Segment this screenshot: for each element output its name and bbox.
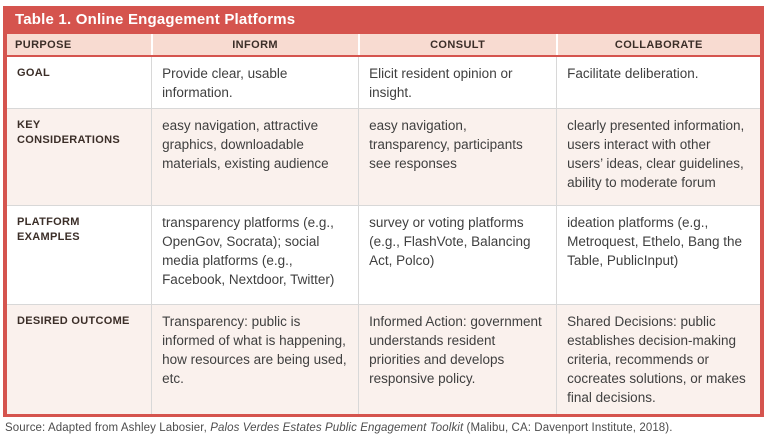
cell-desired-consult: Informed Action: government understands resident priorities and develops responsive policy. bbox=[359, 304, 557, 413]
source-citation bbox=[3, 422, 764, 434]
engagement-table-frame bbox=[3, 6, 764, 417]
row-label-goal: GOAL bbox=[7, 56, 152, 109]
table-row-platform-examples bbox=[7, 205, 760, 304]
column-header-inform: INFORM bbox=[152, 34, 359, 56]
table-row-goal bbox=[7, 56, 760, 109]
cell-goal-collaborate: Facilitate deliberation. bbox=[557, 56, 760, 109]
column-header-consult: CONSULT bbox=[359, 34, 557, 56]
cell-platform-inform: transparency platforms (e.g., OpenGov, Socrata); social media platforms (e.g., Facebook, Nextdoor, Twitter) bbox=[152, 205, 359, 304]
source-suffix: (Malibu, CA: Davenport Institute, 2018). bbox=[463, 421, 673, 434]
row-label-desired-outcome: DESIRED OUTCOME bbox=[7, 304, 152, 413]
table-row-key-considerations bbox=[7, 108, 760, 205]
engagement-table bbox=[7, 34, 760, 414]
table-row-desired-outcome bbox=[7, 304, 760, 413]
cell-platform-collaborate: ideation platforms (e.g., Metroquest, Ethelo, Bang the Table, PublicInput) bbox=[557, 205, 760, 304]
cell-key-collaborate: clearly presented information, users interact with other users’ ideas, clear guidelines, ability to moderate forum bbox=[557, 108, 760, 205]
source-title-italic: Palos Verdes Estates Public Engagement Toolkit bbox=[210, 421, 464, 434]
cell-desired-collaborate: Shared Decisions: public establishes decision-making criteria, recommends or cocreates solutions, or makes final decisions. bbox=[557, 304, 760, 413]
cell-key-consult: easy navigation, transparency, participants see responses bbox=[359, 108, 557, 205]
cell-desired-inform: Transparency: public is informed of what is happening, how resources are being used, etc. bbox=[152, 304, 359, 413]
table-title: Table 1. Online Engagement Platforms bbox=[7, 6, 760, 34]
column-header-collaborate: COLLABORATE bbox=[557, 34, 760, 56]
table-header-row bbox=[7, 34, 760, 56]
cell-goal-consult: Elicit resident opinion or insight. bbox=[359, 56, 557, 109]
source-prefix: Source: Adapted from Ashley Labosier, bbox=[5, 421, 211, 434]
row-label-platform-examples: PLATFORM EXAMPLES bbox=[7, 205, 152, 304]
row-label-key-considerations: KEY CONSIDERATIONS bbox=[7, 108, 152, 205]
cell-goal-inform: Provide clear, usable information. bbox=[152, 56, 359, 109]
column-header-purpose: PURPOSE bbox=[7, 34, 152, 56]
cell-platform-consult: survey or voting platforms (e.g., FlashVote, Balancing Act, Polco) bbox=[359, 205, 557, 304]
cell-key-inform: easy navigation, attractive graphics, downloadable materials, existing audience bbox=[152, 108, 359, 205]
